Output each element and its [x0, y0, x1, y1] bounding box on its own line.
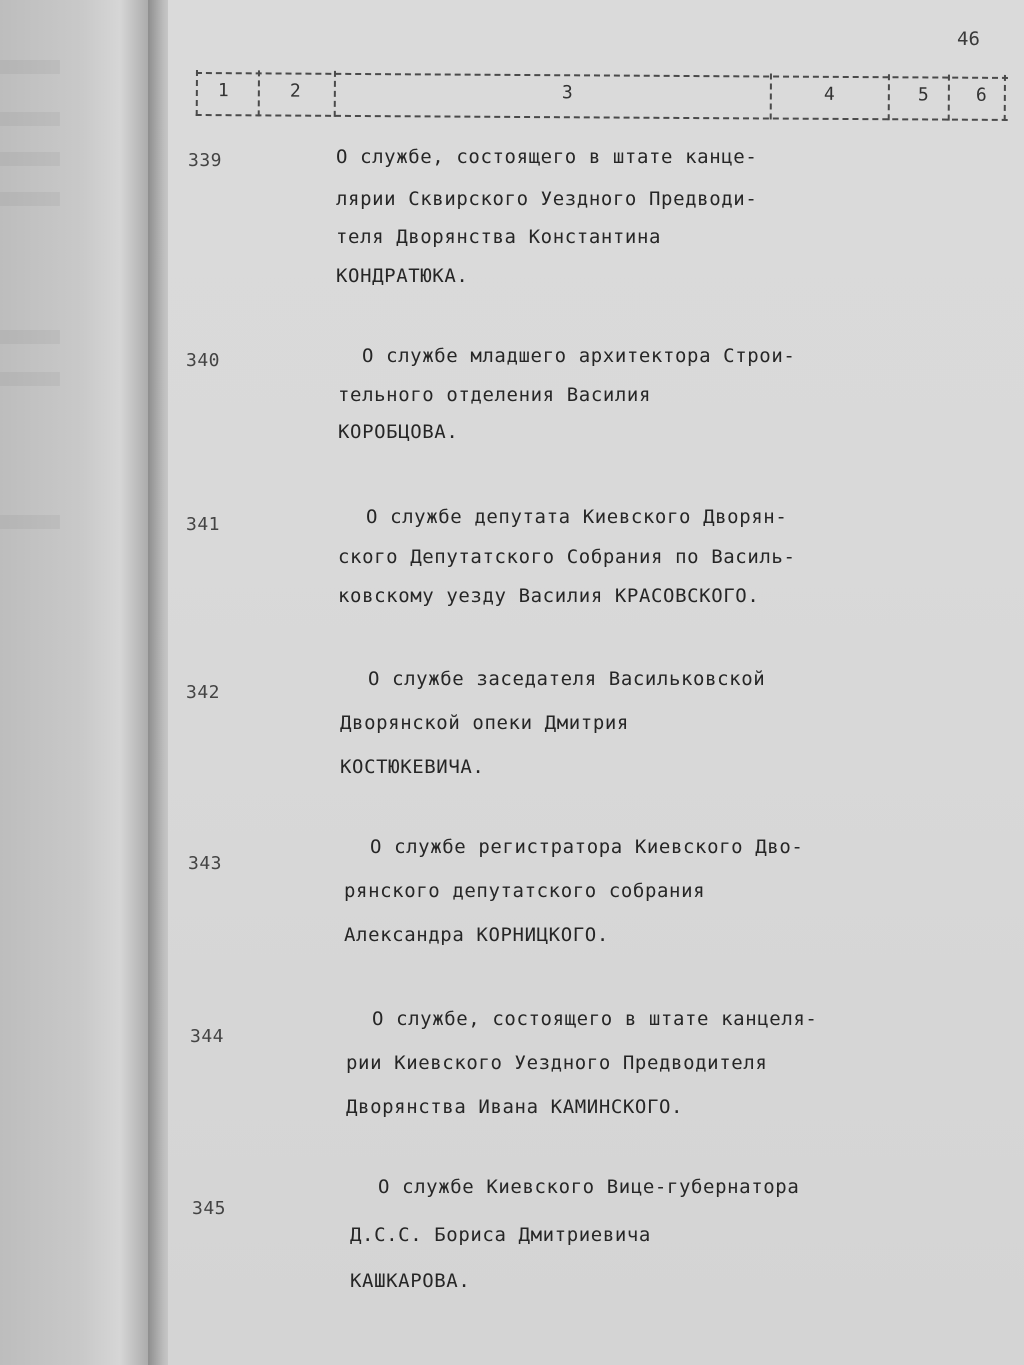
column-header-strip	[196, 68, 1008, 123]
entry-text-line: КАШКАРОВА.	[350, 1270, 471, 1292]
entry-text-line: тельного отделения Василия	[338, 384, 652, 406]
entry-text-line: О службе заседателя Васильковской	[368, 668, 766, 690]
entry-number: 340	[186, 350, 221, 371]
column-separator	[1004, 75, 1006, 121]
column-header-5: 5	[917, 84, 929, 106]
entry-text-line: О службе регистратора Киевского Дво-	[370, 836, 804, 858]
facing-page-ghost-text	[0, 330, 60, 344]
entry-text-line: Александра КОРНИЦКОГО.	[344, 924, 609, 946]
facing-page-edge	[0, 0, 150, 1365]
entry-text-line: ского Депутатского Собрания по Василь-	[338, 546, 796, 568]
entry-number: 344	[190, 1026, 225, 1047]
facing-page-ghost-text	[0, 60, 60, 74]
entry-text-line: КОНДРАТЮКА.	[336, 265, 469, 287]
column-separator	[888, 74, 890, 120]
entry-text-line: ковскому уезду Василия КРАСОВСКОГО.	[338, 585, 760, 607]
column-header-4: 4	[823, 83, 835, 105]
entry-number: 339	[188, 150, 223, 171]
column-separator	[196, 70, 198, 116]
entry-text-line: КОРОБЦОВА.	[338, 421, 459, 443]
entry-text-line: О службе, состоящего в штате канцеля-	[372, 1008, 818, 1030]
entry-number: 345	[192, 1198, 227, 1219]
facing-page-ghost-text	[0, 112, 60, 126]
entry-number: 342	[186, 682, 221, 703]
entry-text-line: Дворянства Ивана КАМИНСКОГО.	[346, 1096, 684, 1118]
entry-text-line: КОСТЮКЕВИЧА.	[340, 756, 485, 778]
column-header-6: 6	[975, 84, 987, 106]
entry-number: 343	[188, 853, 223, 874]
page-number: 46	[957, 28, 980, 50]
entry-text-line: О службе Киевского Вице-губернатора	[378, 1176, 800, 1198]
header-top-rule	[196, 72, 1008, 79]
facing-page-ghost-text	[0, 372, 60, 386]
column-header-2: 2	[289, 80, 301, 102]
entry-text-line: рянского депутатского собрания	[344, 880, 706, 902]
entry-text-line: теля Дворянства Константина	[336, 226, 662, 248]
column-header-1: 1	[217, 80, 229, 102]
column-separator	[770, 74, 772, 120]
facing-page-ghost-text	[0, 192, 60, 206]
facing-page-ghost-text	[0, 152, 60, 166]
entry-text-line: О службе младшего архитектора Строи-	[362, 345, 796, 367]
entry-number: 341	[186, 514, 221, 535]
facing-page-ghost-text	[0, 515, 60, 529]
entry-text-line: Дворянской опеки Дмитрия	[340, 712, 629, 734]
column-separator	[258, 70, 260, 116]
column-header-3: 3	[561, 82, 573, 104]
entry-text-line: О службе депутата Киевского Дворян-	[366, 506, 788, 528]
column-separator	[948, 75, 950, 121]
entry-text-line: Д.С.С. Бориса Дмитриевича	[350, 1224, 651, 1246]
column-separator	[334, 71, 336, 117]
entry-text-line: лярии Сквирского Уездного Предводи-	[336, 188, 758, 210]
entry-text-line: рии Киевского Уездного Предводителя	[346, 1052, 768, 1074]
entry-text-line: О службе, состоящего в штате канце-	[336, 146, 758, 168]
